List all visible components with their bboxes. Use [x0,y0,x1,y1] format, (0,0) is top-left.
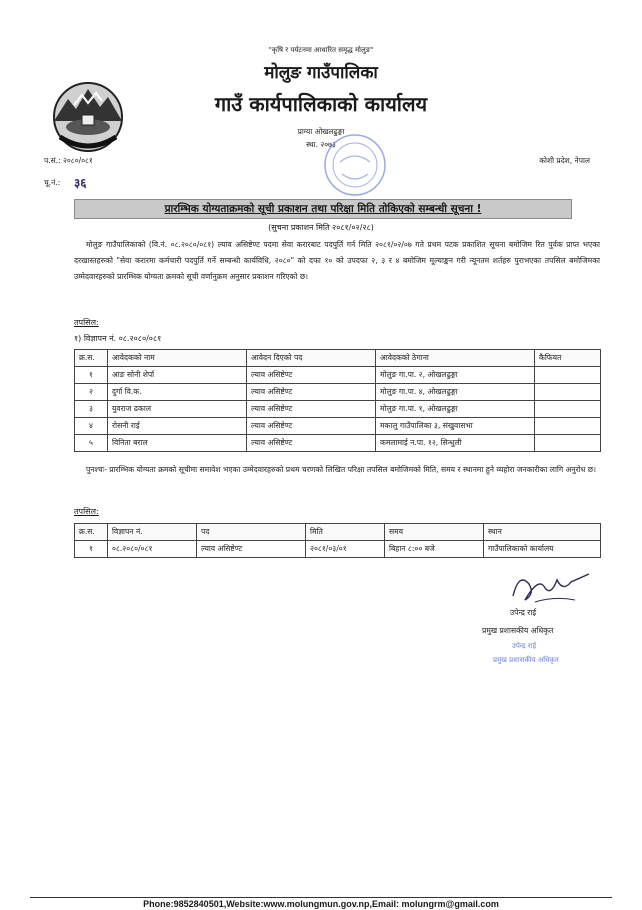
table-row [75,418,601,435]
table-cell [535,435,601,452]
motto: "कृषि र पर्यटनमा आधारित समृद्ध मोलुङ" [268,46,374,54]
table-row [75,367,601,384]
table-cell [535,367,601,384]
reference-number: प.सं.: २०८०/०८१ [44,156,93,165]
table-cell: बिहान ८:०० बजे [385,541,484,558]
footer-divider [30,897,612,898]
table-cell [535,401,601,418]
signatory-title: प्रमुख प्रशासकीय अधिकृत [482,626,554,635]
table-header-cell: विज्ञापन नं. [108,524,197,541]
table-header-cell: कैफियत [535,350,601,367]
table-header-cell: समय [385,524,484,541]
table-row [75,435,601,452]
notice-title: प्रारम्भिक योग्यताक्रमको सूची प्रकाशन तथा परिक्षा मिति तोकिएको सम्बन्धी सूचना ! [74,199,572,219]
table-row [75,384,601,401]
office-name: गाउँ कार्यपालिकाको कार्यालय [214,92,428,116]
table-header-cell: पद [197,524,306,541]
table-cell: ०८.२०८०/०८१ [108,541,197,558]
handwritten-signature [505,566,595,606]
tapsil-label: तपसिल: [74,318,99,327]
table-cell: ल्याव असिष्टेण्ट [247,418,376,435]
table-cell: विनिता बराल [108,435,247,452]
table-cell: दुर्गा वि.क. [108,384,247,401]
table-header-cell: क्र.स. [75,350,108,367]
table-cell: मकालु गाउँपालिका ३, संखुवासभा [376,418,535,435]
table-header-cell: आवेदन दिएको पद [247,350,376,367]
table-header-row [75,524,601,541]
tapsil-label-2: तपसिल: [74,507,99,516]
table-header-cell: मिति [306,524,385,541]
table-header-row [75,350,601,367]
dispatch-number-label: चू.नं.: [44,178,61,187]
table-cell: २०८१/०३/०१ [306,541,385,558]
table-row [75,401,601,418]
signatory-name: उपेन्द्र राई [510,608,537,617]
table-cell [535,418,601,435]
postscript-paragraph: पुनश्चः- प्रारम्भिक योग्यता क्रमको सूचीमा समावेश भएका उम्मेदवारहरुको प्रथम चरणको लिखित परिक्षा तपसिल बमोजिमको मिति, समय र स्थानमा हुने व्यहोरा जनकारीका लागि अनुरोध छ। [86,465,596,474]
municipality-name: मोलुङ गाउँपालिका [264,63,378,83]
vacancy-line: १) विज्ञापन नं. ०८.२०८०/०८१ [74,334,162,343]
table-cell [535,384,601,401]
table-header-cell: स्थान [484,524,601,541]
table-cell: ल्याव असिष्टेण्ट [247,367,376,384]
province-label: कोशी प्रदेश, नेपाल [539,156,590,165]
table-row [75,541,601,558]
signatory-stamp-title: प्रमुख प्रशासकीय अधिकृत [493,656,559,664]
table-cell: १ [75,367,108,384]
notice-publish-date: (सुचना प्रकाशन मिति २०८१/०२/२८) [268,223,374,232]
exam-schedule-table [74,523,601,558]
office-address: प्राग्या ओखलढुङ्गा [297,127,345,136]
footer-contact: Phone:9852840501,Website:www.molungmun.gov.np,Email: molungrm@gmail.com [143,899,499,909]
table-cell: रोसनी राई [108,418,247,435]
table-cell: २ [75,384,108,401]
table-cell: ३ [75,401,108,418]
table-cell: ४ [75,418,108,435]
notice-body-paragraph: मोलुङ गाउँपालिकाको (वि.नं. ०८.२०८०/०८१) ल्याव असिष्टेण्ट पदमा सेवा करारबाट पदपुर्ति गर्न मिति २०८१/०२/०७ गते प्रथम पटक प्रकाशित सूचना बमोजिम रित पुर्वक प्राप्त भएका दरखास्तहरुको "सेवा करारमा कर्मचारी पदपुर्ति गर्ने सम्बन्धी कार्यविधि, २०८०" को दफा १० को उपदफा २, ३ र ४ बमोजिम मूल्याङ्कन गरी न्यूनतम शर्तहरु पुराभएका तपसिल बमोजिमका उम्मेदवारहरुको प्रारम्भिक योग्यता क्रमको सूची वर्णानुक्रम अनुसार प्रकाशन गरिएको छ। [74,240,600,281]
office-seal-stamp [322,132,388,198]
dispatch-number-value: ३६ [74,176,87,190]
candidate-table [74,349,601,452]
table-cell: ल्याव असिष्टेण्ट [247,435,376,452]
established-year: स्था. २०७३ [306,140,336,149]
table-header-cell: क्र.स. [75,524,108,541]
table-cell: मोलुङ गा.पा. १, ओखलढुङ्गा [376,401,535,418]
table-cell: ल्याव असिष्टेण्ट [197,541,306,558]
table-cell: आङ सोनी शेर्पा [108,367,247,384]
table-cell: ल्याव असिष्टेण्ट [247,401,376,418]
table-header-cell: आवेदकको ठेगाना [376,350,535,367]
table-cell: युवराज ढकाल [108,401,247,418]
table-cell: ल्याव असिष्टेण्ट [247,384,376,401]
table-cell: ५ [75,435,108,452]
signatory-stamp-name: उपेन्द्र राई [512,642,537,650]
table-cell: कमलामाई न.पा. १२, सिन्धुली [376,435,535,452]
table-cell: मोलुङ गा.पा. ४, ओखलढुङ्गा [376,384,535,401]
table-header-cell: आवेदकको नाम [108,350,247,367]
table-cell: मोलुङ गा.पा. २, ओखलढुङ्गा [376,367,535,384]
table-cell: गाउँपालिकाको कार्यालय [484,541,601,558]
table-cell: १ [75,541,108,558]
